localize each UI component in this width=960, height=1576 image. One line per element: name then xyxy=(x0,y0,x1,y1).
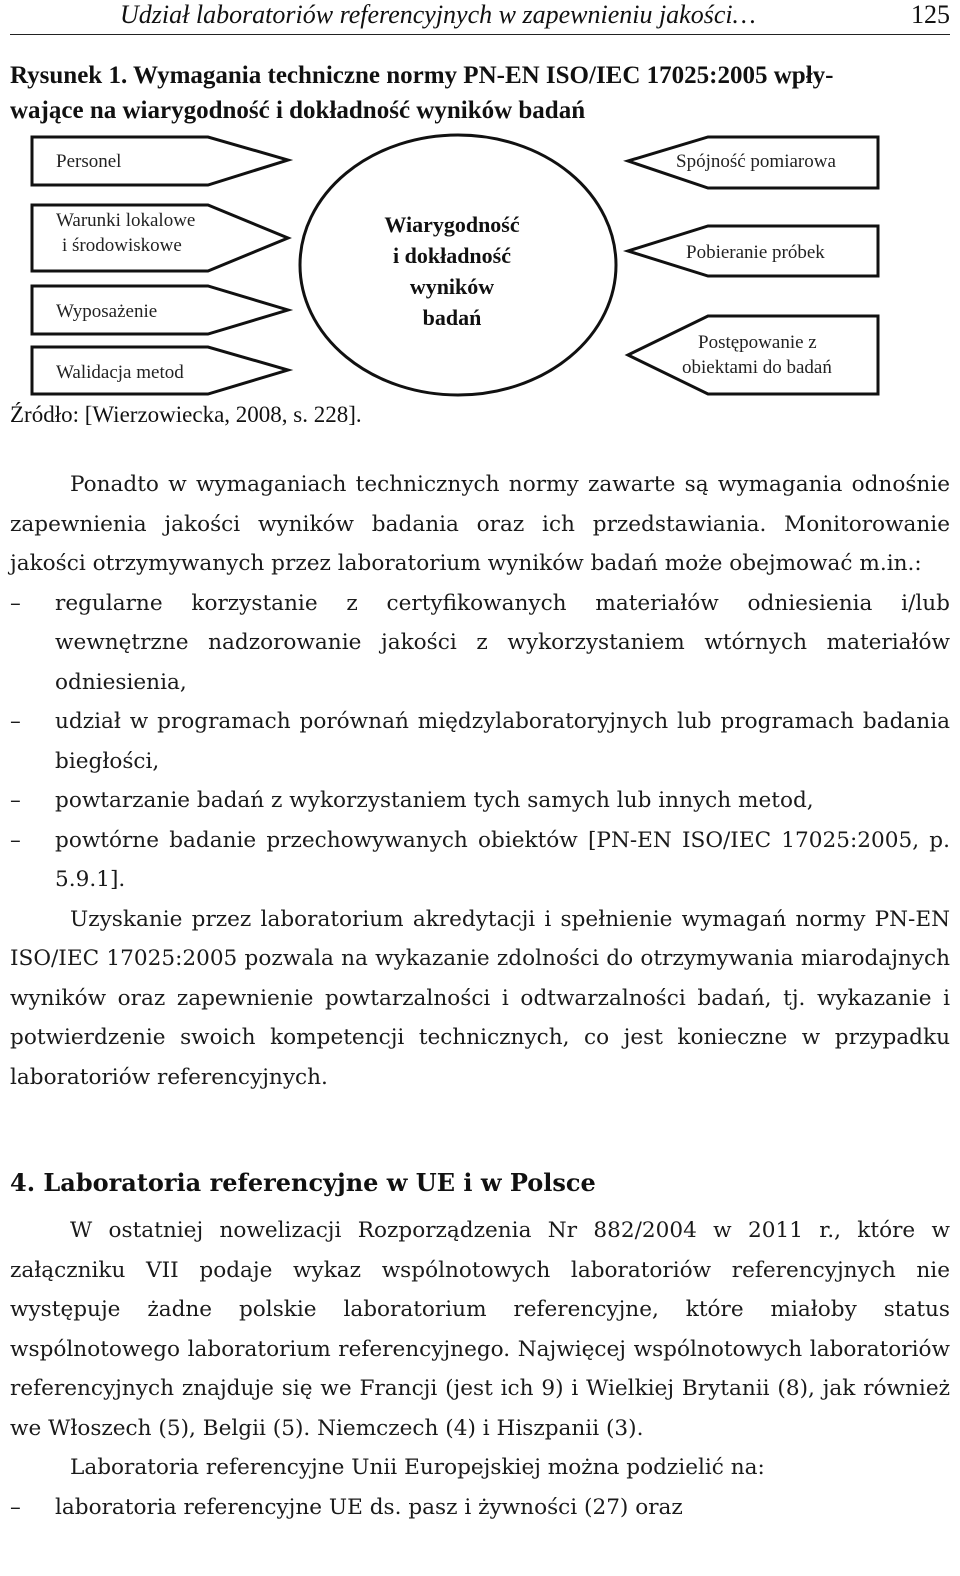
arrow-box-postepowanie xyxy=(628,316,878,394)
label-walidacja: Walidacja metod xyxy=(56,362,184,383)
paragraph: Uzyskanie przez laboratorium akredytacji i spełnienie wymagań normy PN-EN ISO/IEC 17025:2005 pozwala na wykazanie zdolności do otrzymywania miarodajnych wyników oraz zapewnienie powtarzalności i odtwarzalności badań, tj. wykazanie i potwierdzenie swoich kompetencji technicznych, co jest konieczne w przypadku laboratoriów referencyjnych. xyxy=(10,906,950,1090)
section-heading: 4. Laboratoria referencyjne w UE i w Polsce xyxy=(10,1168,596,1197)
running-title: Udział laboratoriów referencyjnych w zapewnieniu jakości… xyxy=(120,0,756,29)
body-block-2 xyxy=(10,1211,950,1527)
figure-caption-line: Rysunek 1. Wymagania techniczne normy PN-EN ISO/IEC 17025:2005 wpły- xyxy=(10,62,834,89)
label-wyposazenie: Wyposażenie xyxy=(56,301,158,322)
list-item: – powtórne badanie przechowywanych obiektów [PN-EN ISO/IEC 17025:2005, p. 5.9.1]. xyxy=(10,821,950,900)
paragraph: W ostatniej nowelizacji Rozporządzenia Nr 882/2004 w 2011 r., które w załączniku VII podaje wykaz wspólnotowych laboratoriów referencyjnych nie występuje żadne polskie laboratorium referencyjne, które miałoby status wspólnotowego laboratorium referencyjnego. Najwięcej wspólnotowych laboratoriów referencyjnych znajduje się we Francji (jest ich 9) i Wielkiej Brytanii (8), jak również we Włoszech (5), Belgii (5). Niemczech (4) i Hiszpanii (3). xyxy=(10,1218,950,1441)
list-item: – udział w programach porównań międzylaboratoryjnych lub programach badania biegłości, xyxy=(10,702,950,781)
center-line-4: badań xyxy=(422,305,482,330)
running-header xyxy=(10,0,950,35)
page-number: 125 xyxy=(911,0,950,29)
label-warunki-1: Warunki lokalowe xyxy=(56,210,196,231)
label-personel: Personel xyxy=(56,151,122,172)
paragraph: Ponadto w wymaganiach technicznych normy zawarte są wymagania odnośnie zapewnienia jakości wyników badania oraz ich przedstawiania. Monitorowanie jakości otrzymywanych przez laboratorium wyników badań może obejmować m.in.: xyxy=(10,472,950,576)
label-pobieranie: Pobieranie próbek xyxy=(686,242,825,263)
label-postepowanie-2: obiektami do badań xyxy=(682,357,832,378)
center-line-3: wyników xyxy=(409,274,495,299)
label-spojnosc: Spójność pomiarowa xyxy=(676,151,836,172)
diagram-svg xyxy=(0,130,960,400)
figure-caption-line: wające na wiarygodność i dokładność wyników badań xyxy=(10,97,586,124)
label-postepowanie-1: Postępowanie z xyxy=(698,332,817,353)
paragraph: Laboratoria referencyjne Unii Europejskiej można podzielić na: xyxy=(70,1455,765,1480)
figure-caption xyxy=(10,58,950,128)
list-item: – regularne korzystanie z certyfikowanych materiałów odniesienia i/lub wewnętrzne nadzorowanie jakości z wykorzystaniem wtórnych materiałów odniesienia, xyxy=(10,584,950,703)
list-item: – laboratoria referencyjne UE ds. pasz i żywności (27) oraz xyxy=(10,1488,950,1528)
label-warunki-2: i środowiskowe xyxy=(62,235,182,256)
center-line-1: Wiarygodność xyxy=(384,212,520,237)
center-line-2: i dokładność xyxy=(393,243,511,268)
body-block-1 xyxy=(10,465,950,1097)
requirements-diagram xyxy=(0,130,960,400)
figure-source: Źródło: [Wierzowiecka, 2008, s. 228]. xyxy=(10,402,362,427)
list-item: – powtarzanie badań z wykorzystaniem tych samych lub innych metod, xyxy=(10,781,950,821)
